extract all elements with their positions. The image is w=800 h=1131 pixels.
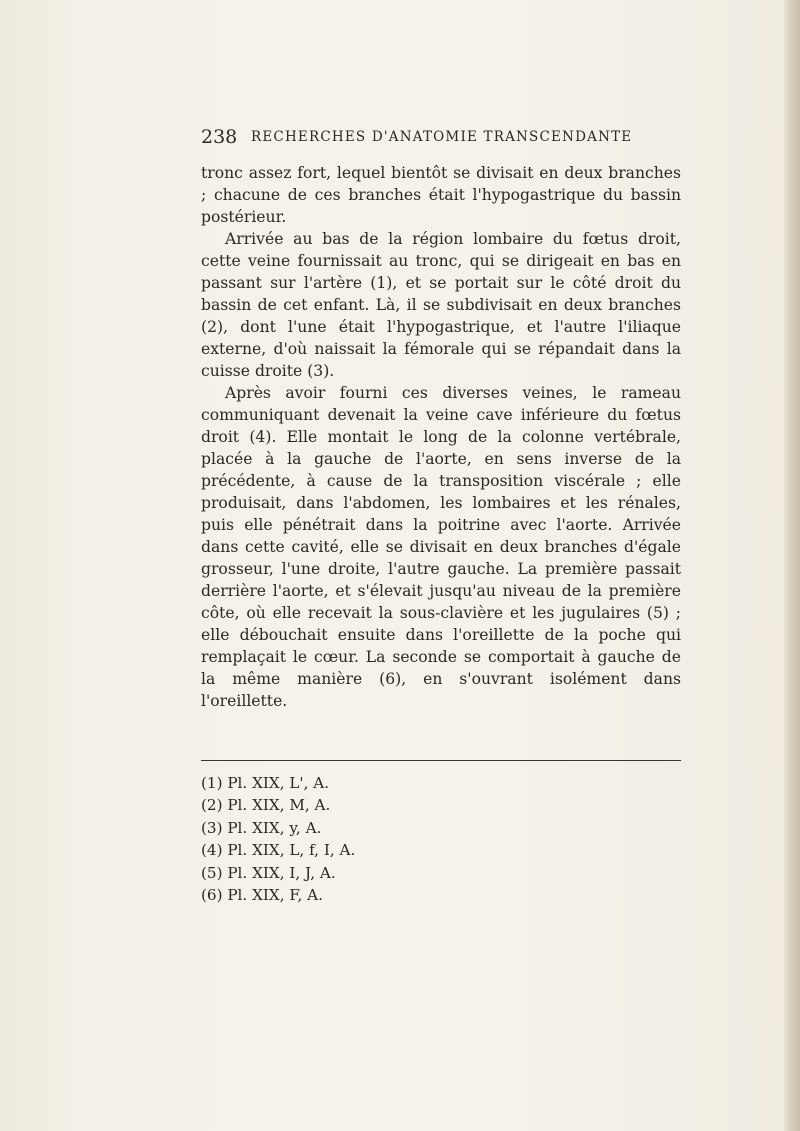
footnote-2: (2) Pl. XIX, M, A.	[201, 796, 331, 815]
paragraph-2: Arrivée au bas de la région lombaire du fœtus droit, cette veine fournissait au tronc, qui se dirigeait en bas en passant sur l'artère (1), et se portait sur le côté droit du bassin de cet enfant. Là, il se subdivisait en deux branches (2), dont l'une était l'hypogastrique, et l'autre l'iliaque externe, d'où naissait la fémorale qui se répandait dans la cuisse droite (3).	[201, 230, 681, 380]
running-title: RECHERCHES D'ANATOMIE TRANSCENDANTE	[251, 129, 633, 145]
footnote-divider	[201, 760, 681, 761]
paragraph-3: Après avoir fourni ces diverses veines, le rameau communiquant devenait la veine cave inférieure du fœtus droit (4). Elle montait le long de la colonne vertébrale, placée à la gauche de l'aorte, en sens inverse de la précédente, à cause de la transposition viscérale ; elle produisait, dans l'abdomen, les lombaires et les rénales, puis elle pénétrait dans la poitrine avec l'aorte. Arrivée dans cette cavité, elle se divisait en deux branches d'égale grosseur, l'une droite, l'autre gauche. La première passait derrière l'aorte, et s'élevait jusqu'au niveau de la première côte, où elle recevait la sous-clavière et les jugulaires (5) ; elle débouchait ensuite dans l'oreillette de la poche qui remplaçait le cœur. La seconde se comportait à gauche de la même manière (6), en s'ouvrant isolément dans l'oreillette.	[201, 384, 681, 710]
page-number: 238	[201, 126, 238, 148]
footnote-6: (6) Pl. XIX, F, A.	[201, 886, 323, 905]
footnote-4: (4) Pl. XIX, L, f, I, A.	[201, 841, 356, 860]
footnotes	[201, 772, 521, 906]
page-header	[201, 126, 681, 150]
footnote-1: (1) Pl. XIX, L', A.	[201, 774, 330, 792]
paragraph-1: tronc assez fort, lequel bientôt se divisait en deux branches ; chacune de ces branches était l'hypogastrique du bassin postérieur.	[201, 164, 681, 226]
page-edge	[784, 0, 800, 1131]
footnote-5: (5) Pl. XIX, I, J, A.	[201, 863, 336, 882]
body-text	[201, 162, 681, 712]
footnote-3: (3) Pl. XIX, y, A.	[201, 818, 322, 837]
